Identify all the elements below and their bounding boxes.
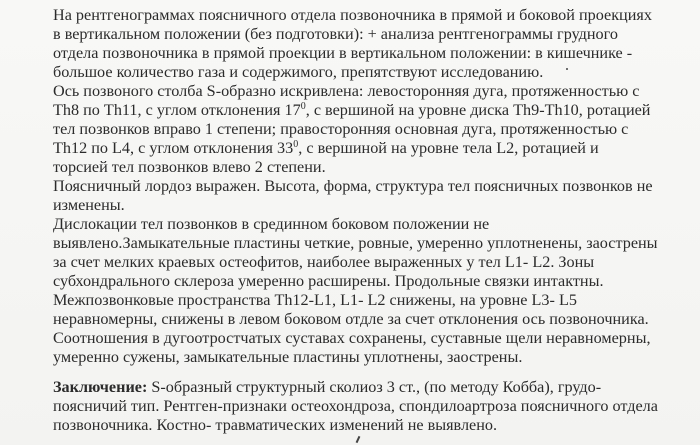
text-line-8 [53, 139, 599, 160]
text-line-5: Ось позвоного столба S-образно искривлена: левосторонняя дуга, протяженностью с [53, 82, 640, 100]
text-line-10: Поясничный лордоз выражен. Высота, форма, структура тел поясничных позвонков не [53, 177, 653, 195]
text-line-12: Дислокации тел позвонков в срединном боковом положении не [53, 215, 490, 233]
text-line-14: за счет мелких краевых остеофитов, наиболее выраженных у тел L1- L2. Зоны [53, 253, 595, 271]
conclusion-line-1 [53, 378, 601, 397]
text-line-4: большое количество газа и содержимого, препятствуют исследованию. [53, 63, 544, 81]
text-line-11: изменены. [53, 196, 125, 214]
text-line-3: отдела позвоночника в прямой проекции в вертикальном положении: в кишечнике - [53, 44, 633, 62]
text-line-6 [53, 101, 650, 122]
text-line-8-main: Th12 по L4, с углом отклонения 33 [53, 139, 294, 157]
conclusion-line-2: поясничий тип. Рентген-признаки остеохондроза, спондилоартроза поясничного отдела [53, 397, 658, 415]
conclusion-label: Заключение: [53, 378, 148, 396]
text-line-18: Соотношения в дугоотростчатых суставах сохранены, суставные щели неравномерны, [53, 329, 651, 347]
text-line-6-main: Th8 по Th11, с углом отклонения 17 [53, 101, 301, 119]
text-line-19: умеренно сужены, замыкательные пластины уплотнены, заострены. [53, 348, 523, 366]
text-line-2: в вертикальном положении (без подготовки): + анализа рентгенограммы грудного [53, 25, 618, 43]
text-line-6-rest: , с вершиной на уровне диска Th9-Th10, ротацией [305, 101, 651, 119]
degree-superscript: 0 [293, 139, 299, 150]
conclusion-line-3: позвоночника. Костно- травматических изменений не выявлено. [53, 416, 498, 434]
conclusion-text: S-образный структурный сколиоз 3 ст., (по методу Кобба), грудо- [147, 378, 602, 396]
text-line-16: Межпозвонковые пространства Th12-L1, L1- L2 снижены, на уровне L3- L5 [53, 291, 577, 309]
text-line-7: тел позвонков вправо 1 степени; правосторонняя основная дуга, протяженностью с [53, 120, 629, 138]
text-line-17: неравномерны, снижены в левом боковом отдле за счет отклонения ось позвоночника. [53, 310, 649, 328]
text-line-13: выявлено.Замыкательные пластины четкие, ровные, умеренно уплотненены, заострены [53, 234, 658, 252]
text-line-1: На рентгенограммах поясничного отдела позвоночника в прямой и боковой проекциях [53, 6, 652, 24]
scan-speck [566, 68, 568, 70]
scan-mark [356, 436, 361, 443]
text-line-8-rest: , с вершиной на уровне тела L2, ротацией и [298, 139, 599, 157]
text-line-9: торсией тел позвонков влево 2 степени. [53, 158, 326, 176]
degree-superscript: 0 [300, 101, 306, 112]
text-line-15: субхондрального склероза умеренно расширены. Продольные связки интактны. [53, 272, 604, 290]
